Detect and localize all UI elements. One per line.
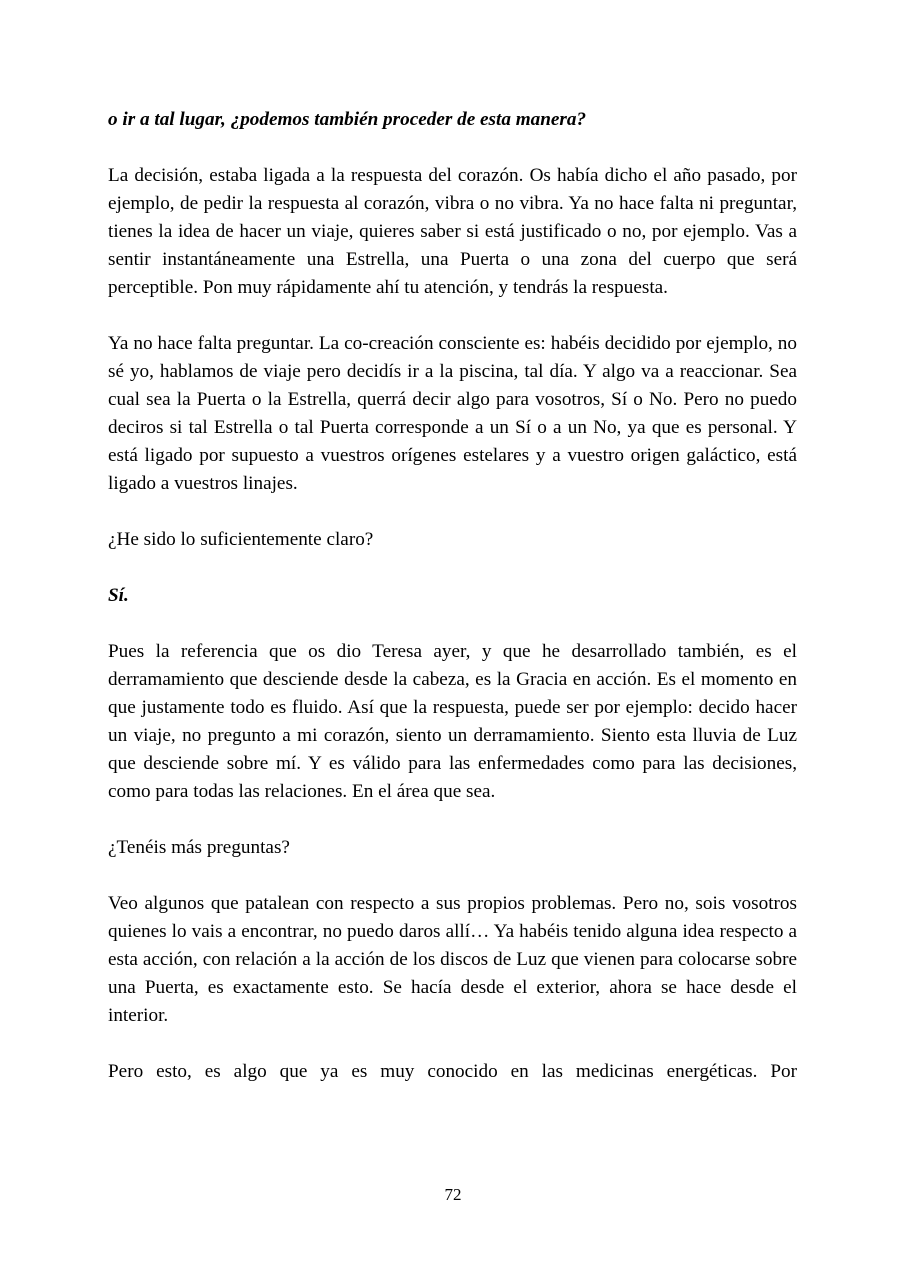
answer-paragraph: Veo algunos que patalean con respecto a sus propios problemas. Pero no, sois vosotros quienes lo vais a encontrar, no puedo daros allí… Ya habéis tenido alguna idea respecto a esta acción, con relación a la acción de los discos de Luz que vienen para colocarse sobre una Puerta, es exactamente esto. Se hacía desde el exterior, ahora se hace desde el interior. <box>108 893 797 1026</box>
answer-paragraph: La decisión, estaba ligada a la respuesta del corazón. Os había dicho el año pasado, por ejemplo, de pedir la respuesta al corazón, vibra o no vibra. Ya no hace falta ni preguntar, tienes la idea de hacer un viaje, quieres saber si está justificado o no, por ejemplo. Vas a sentir instantáneamente una Estrella, una Puerta o una zona del cuerpo que será perceptible. Pon muy rápidamente ahí tu atención, y tendrás la respuesta. <box>108 165 797 298</box>
answer-paragraph: ¿He sido lo suficientemente claro? <box>108 529 374 550</box>
answer-paragraph: Pues la referencia que os dio Teresa ayer, y que he desarrollado también, es el derramamiento que desciende desde la cabeza, es la Gracia en acción. Es el momento en que justamente todo es fluido. Así que la respuesta, puede ser por ejemplo: decido hacer un viaje, no pregunto a mi corazón, siento un derramamiento. Siento esta lluvia de Luz que desciende sobre mí. Y es válido para las enfermedades como para las decisiones, como para todas las relaciones. En el área que sea. <box>108 641 797 802</box>
answer-paragraph: ¿Tenéis más preguntas? <box>108 837 290 858</box>
question-paragraph: o ir a tal lugar, ¿podemos también proceder de esta manera? <box>108 109 587 130</box>
answer-paragraph: Ya no hace falta preguntar. La co-creación consciente es: habéis decidido por ejemplo, no sé yo, hablamos de viaje pero decidís ir a la piscina, tal día. Y algo va a reaccionar. Sea cual sea la Puerta o la Estrella, querrá decir algo para vosotros, Sí o No. Pero no puedo deciros si tal Estrella o tal Puerta corresponde a un Sí o a un No, ya que es personal. Y está ligado por supuesto a vuestros orígenes estelares y a vuestro origen galáctico, está ligado a vuestros linajes. <box>108 333 797 494</box>
document-body <box>108 106 797 1086</box>
question-paragraph: Sí. <box>108 585 129 606</box>
answer-paragraph: Pero esto, es algo que ya es muy conocido en las medicinas energéticas. Por <box>108 1061 797 1082</box>
page-number: 72 <box>444 1185 462 1204</box>
